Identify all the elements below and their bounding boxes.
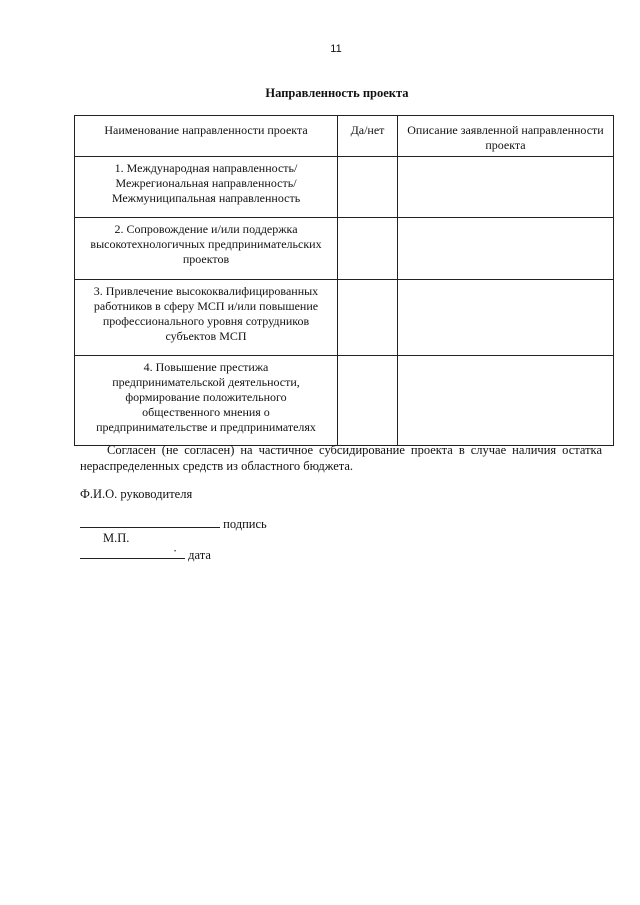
direction-name-cell xyxy=(75,280,338,356)
yes-no-cell[interactable] xyxy=(338,218,398,280)
yes-no-cell[interactable] xyxy=(338,280,398,356)
signature-label: подпись xyxy=(223,517,267,531)
table-header-row xyxy=(75,116,614,157)
description-cell[interactable] xyxy=(398,218,614,280)
direction-line: субъектов МСП xyxy=(165,329,247,343)
direction-name-cell xyxy=(75,157,338,218)
page-number: 11 xyxy=(330,43,342,55)
date-row xyxy=(80,544,211,563)
date-line[interactable] xyxy=(80,547,185,559)
description-cell[interactable] xyxy=(398,280,614,356)
direction-line: 3. Привлечение высококвалифицированных xyxy=(93,284,319,298)
signature-row xyxy=(80,516,267,532)
project-direction-table xyxy=(74,115,614,446)
agreement-paragraph: Согласен (не согласен) на частичное субсидирование проекта в случае наличия остатка нераспределенных средств из областного бюджета. xyxy=(80,443,602,473)
direction-line: 4. Повышение престижа xyxy=(143,360,269,374)
yes-no-cell[interactable] xyxy=(338,157,398,218)
header-yes-no: Да/нет xyxy=(338,116,398,157)
direction-line: 1. Международная направленность/ xyxy=(114,161,298,175)
date-label: дата xyxy=(188,548,211,562)
manager-fio-label: Ф.И.О. руководителя xyxy=(80,487,193,501)
date-mark: · xyxy=(173,544,178,558)
direction-line: высокотехнологичных предпринимательских xyxy=(90,237,322,251)
direction-name-cell xyxy=(75,356,338,446)
direction-line: 2. Сопровождение и/или поддержка xyxy=(114,222,298,236)
header-description: Описание заявленной направленности проекта xyxy=(398,116,614,157)
description-cell[interactable] xyxy=(398,356,614,446)
stamp-label: М.П. xyxy=(103,531,130,545)
table-row xyxy=(75,218,614,280)
direction-line: работников в сферу МСП и/или повышение xyxy=(93,299,319,313)
table-row xyxy=(75,280,614,356)
table-row xyxy=(75,356,614,446)
signature-line[interactable] xyxy=(80,516,220,528)
direction-line: профессионального уровня сотрудников xyxy=(102,314,310,328)
direction-line: проектов xyxy=(182,252,230,266)
yes-no-cell[interactable] xyxy=(338,356,398,446)
direction-name-cell xyxy=(75,218,338,280)
direction-line: Межрегиональная направленность/ xyxy=(115,176,297,190)
header-name: Наименование направленности проекта xyxy=(75,116,338,157)
direction-line: предпринимательской деятельности, xyxy=(112,375,300,389)
document-title: Направленность проекта xyxy=(265,86,409,100)
direction-line: общественного мнения о xyxy=(142,405,270,419)
direction-line: Межмуниципальная направленность xyxy=(111,191,301,205)
table-row xyxy=(75,157,614,218)
direction-line: формирование положительного xyxy=(125,390,287,404)
direction-line: предпринимательстве и предпринимателях xyxy=(96,420,316,434)
description-cell[interactable] xyxy=(398,157,614,218)
